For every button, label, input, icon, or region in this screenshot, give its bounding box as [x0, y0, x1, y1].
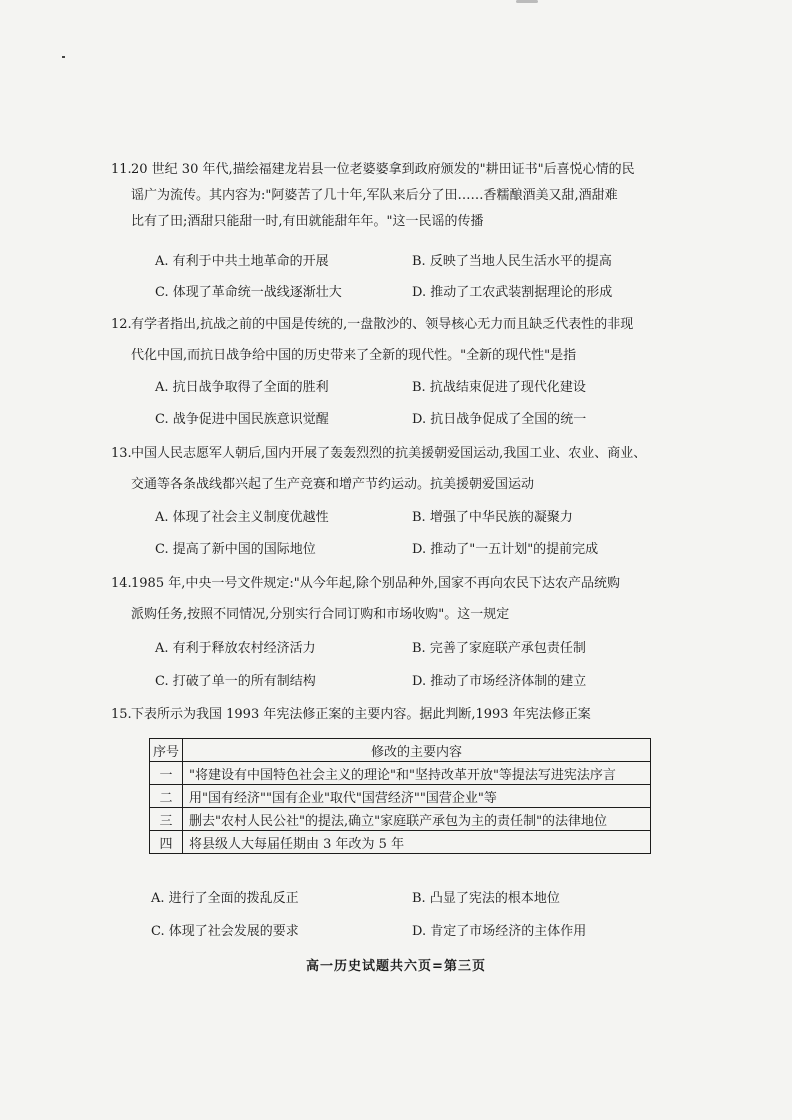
question-stem-line: 有学者指出,抗战之前的中国是传统的,一盘散沙的、领导核心无力而且缺乏代表性的非现 [131, 317, 634, 332]
option-c: C. 体现了革命统一战线逐渐壮大 [155, 285, 342, 300]
table-header-row [150, 739, 651, 762]
option-c: C. 打破了单一的所有制结构 [155, 674, 316, 689]
option-c: C. 提高了新中国的国际地位 [155, 542, 316, 557]
option-d: D. 抗日战争促成了全国的统一 [412, 412, 587, 427]
question-stem-line: 1985 年,中央一号文件规定:"从今年起,除个别品种外,国家不再向农民下达农产品统购 [131, 576, 620, 591]
option-b: B. 凸显了宪法的根本地位 [412, 891, 560, 906]
option-c: C. 战争促进中国民族意识觉醒 [155, 412, 329, 427]
option-a: A. 抗日战争取得了全面的胜利 [155, 380, 329, 395]
option-d: D. 推动了市场经济体制的建立 [412, 674, 587, 689]
option-b: B. 抗战结束促进了现代化建设 [412, 380, 586, 395]
table-cell-index: 二 [150, 785, 183, 808]
option-d: D. 推动了"一五计划"的提前完成 [412, 542, 599, 557]
table-row [150, 785, 651, 808]
table-cell-content: "将建设有中国特色社会主义的理论"和"坚持改革开放"等提法写进宪法序言 [183, 762, 651, 785]
page-footer: 高一历史试题共六页=第三页 [306, 959, 486, 974]
question-stem-line: 交通等各条战线都兴起了生产竞赛和增产节约运动。抗美援朝爱国运动 [131, 477, 535, 492]
option-a: A. 体现了社会主义制度优越性 [155, 510, 329, 525]
table-cell-content: 将县级人大每届任期由 3 年改为 5 年 [183, 831, 651, 854]
table-row [150, 762, 651, 785]
table-cell-index: 四 [150, 831, 183, 854]
table-cell-index: 一 [150, 762, 183, 785]
option-b: B. 反映了当地人民生活水平的提高 [412, 254, 612, 269]
question-stem-line: 谣广为流传。其内容为:"阿婆苦了几十年,军队来后分了田……香糯酿酒美又甜,酒甜难 [131, 188, 618, 203]
option-d: D. 推动了工农武装割据理论的形成 [412, 285, 613, 300]
option-a: A. 有利于释放农村经济活力 [155, 641, 316, 656]
option-b: B. 完善了家庭联产承包责任制 [412, 641, 586, 656]
table-header-cell: 修改的主要内容 [183, 739, 651, 762]
question-number: 13. [111, 446, 132, 461]
table-row [150, 808, 651, 831]
option-a: A. 进行了全面的拨乱反正 [151, 891, 299, 906]
table-row [150, 831, 651, 854]
table-header-cell: 序号 [150, 739, 183, 762]
question-stem-line: 20 世纪 30 年代,描绘福建龙岩县一位老婆婆拿到政府颁发的"耕田证书"后喜悦心情的民 [131, 162, 635, 177]
scan-artifact [516, 0, 538, 3]
option-d: D. 肯定了市场经济的主体作用 [412, 924, 587, 939]
table-cell-index: 三 [150, 808, 183, 831]
option-c: C. 体现了社会发展的要求 [151, 924, 299, 939]
question-stem-line: 比有了田;酒甜只能甜一时,有田就能甜年年。"这一民谣的传播 [131, 214, 484, 229]
question-number: 14. [111, 576, 132, 591]
question-stem-line: 下表所示为我国 1993 年宪法修正案的主要内容。据此判断,1993 年宪法修正案 [131, 707, 591, 722]
table-cell-content: 用"国有经济""国有企业"取代"国营经济""国营企业"等 [183, 785, 651, 808]
question-stem-line: 代化中国,而抗日战争给中国的历史带来了全新的现代性。"全新的现代性"是指 [131, 348, 577, 363]
question-stem-line: 派购任务,按照不同情况,分别实行合同订购和市场收购"。这一规定 [131, 607, 510, 622]
question-stem-line: 中国人民志愿军人朝后,国内开展了轰轰烈烈的抗美援朝爱国运动,我国工业、农业、商业、 [131, 446, 647, 461]
question-number: 11. [111, 162, 132, 177]
option-a: A. 有利于中共土地革命的开展 [155, 254, 329, 269]
question-number: 15. [111, 707, 132, 722]
amendment-table [149, 738, 651, 854]
question-number: 12. [111, 317, 132, 332]
option-b: B. 增强了中华民族的凝聚力 [412, 510, 573, 525]
table-cell-content: 删去"农村人民公社"的提法,确立"家庭联产承包为主的责任制"的法律地位 [183, 808, 651, 831]
scan-dot [62, 56, 65, 58]
